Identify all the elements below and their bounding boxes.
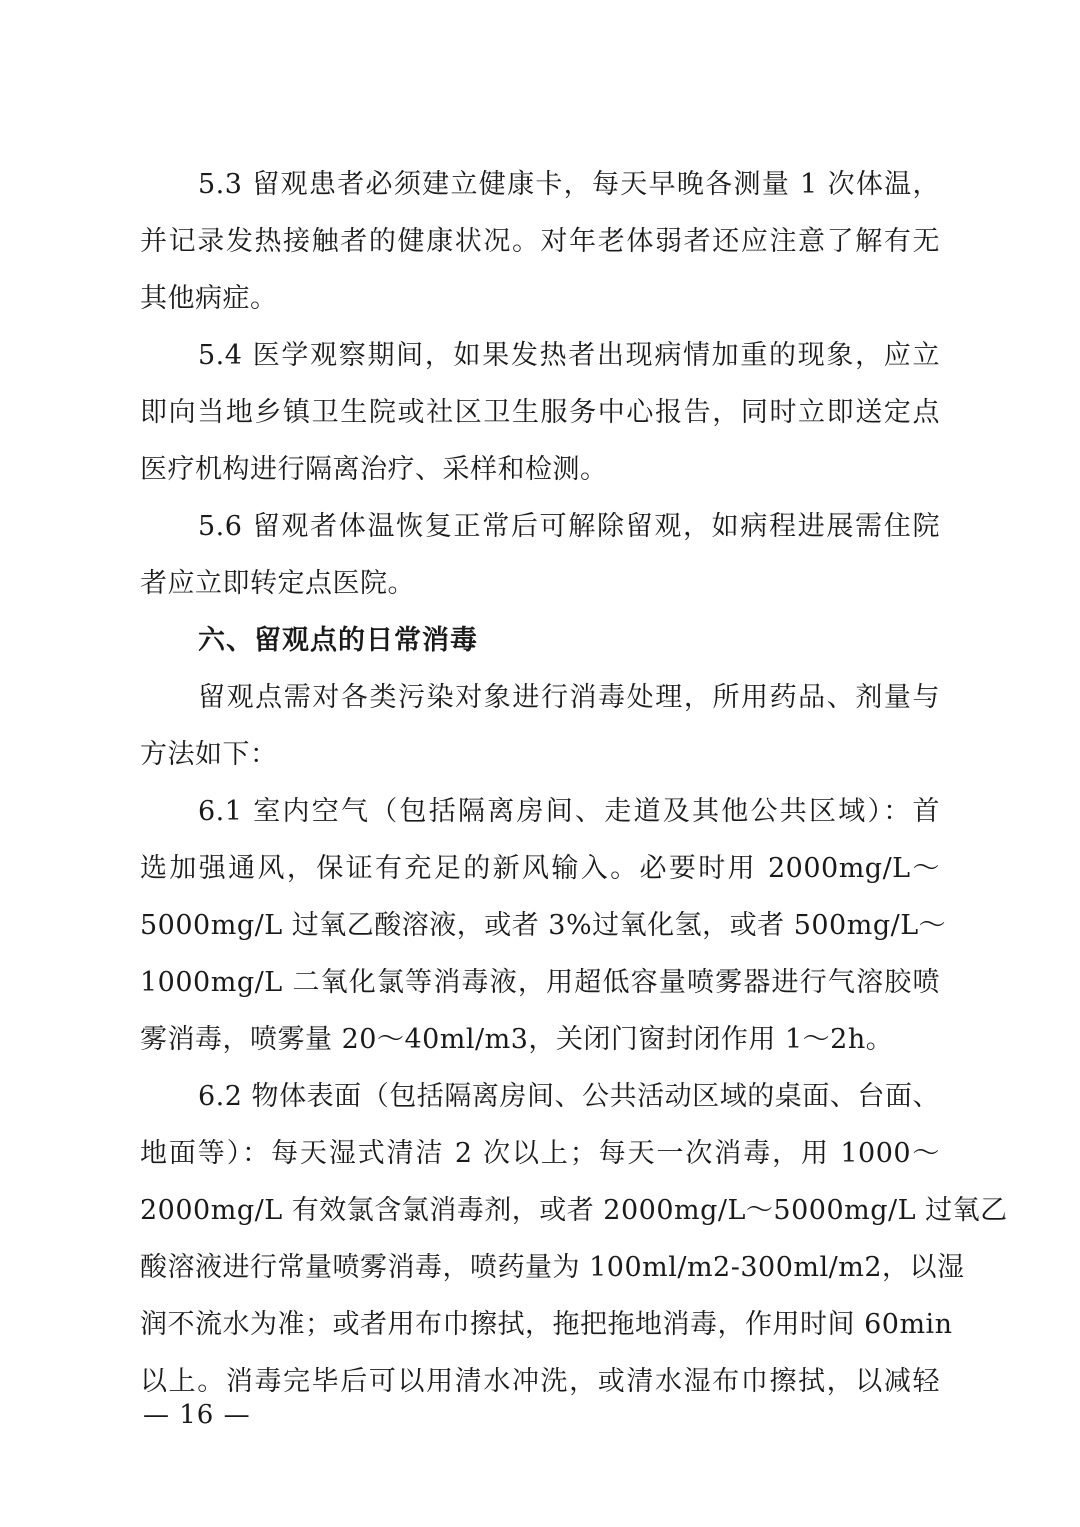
text-line: 其他病症。: [140, 283, 278, 314]
paragraph-5-4: [140, 327, 940, 498]
text-line: 并记录发热接触者的健康状况。对年老体弱者还应注意了解有无: [140, 226, 940, 257]
paragraph-6-intro: [140, 669, 940, 783]
text-line: 者应立即转定点医院。: [140, 568, 415, 599]
document-body: [140, 156, 1008, 1410]
text-line: 润不流水为准；或者用布巾擦拭，拖把拖地消毒，作用时间 60min: [140, 1309, 953, 1340]
text-line: 5000mg/L 过氧乙酸溶液，或者 3%过氧化氢，或者 500mg/L～: [140, 910, 947, 941]
paragraph-6-2: [140, 1068, 1008, 1410]
text-line: 留观点需对各类污染对象进行消毒处理，所用药品、剂量与: [198, 682, 940, 713]
text-line: 以上。消毒完毕后可以用清水冲洗，或清水湿布巾擦拭，以减轻: [140, 1366, 940, 1397]
paragraph-5-6: [140, 498, 940, 612]
text-line: 5.3 留观患者必须建立健康卡，每天早晚各测量 1 次体温，: [198, 169, 940, 200]
text-line: 5.6 留观者体温恢复正常后可解除留观，如病程进展需住院: [198, 511, 940, 542]
text-line: 6.2 物体表面（包括隔离房间、公共活动区域的桌面、台面、: [198, 1081, 940, 1112]
paragraph-6-1: [140, 783, 947, 1068]
text-line: 医疗机构进行隔离治疗、采样和检测。: [140, 454, 608, 485]
text-line: 1000mg/L 二氧化氯等消毒液，用超低容量喷雾器进行气溶胶喷: [140, 967, 940, 998]
text-line: 地面等）：每天湿式清洁 2 次以上；每天一次消毒，用 1000～: [140, 1138, 940, 1169]
text-line: 酸溶液进行常量喷雾消毒，喷药量为 100ml/m2-300ml/m2，以湿: [140, 1252, 965, 1283]
text-line: 6.1 室内空气（包括隔离房间、走道及其他公共区域）：首: [198, 796, 940, 827]
text-line: 5.4 医学观察期间，如果发热者出现病情加重的现象，应立: [198, 340, 940, 371]
text-line: 即向当地乡镇卫生院或社区卫生服务中心报告，同时立即送定点: [140, 397, 940, 428]
page-number: — 16 —: [143, 1400, 251, 1430]
text-line: 2000mg/L 有效氯含氯消毒剂，或者 2000mg/L～5000mg/L 过氧乙: [140, 1195, 1008, 1226]
text-line: 方法如下：: [140, 739, 278, 770]
text-line: 选加强通风，保证有充足的新风输入。必要时用 2000mg/L～: [140, 853, 940, 884]
section-heading: 六、留观点的日常消毒: [198, 625, 478, 656]
paragraph-5-3: [140, 156, 940, 327]
text-line: 雾消毒，喷雾量 20～40ml/m3，关闭门窗封闭作用 1～2h。: [140, 1024, 894, 1055]
